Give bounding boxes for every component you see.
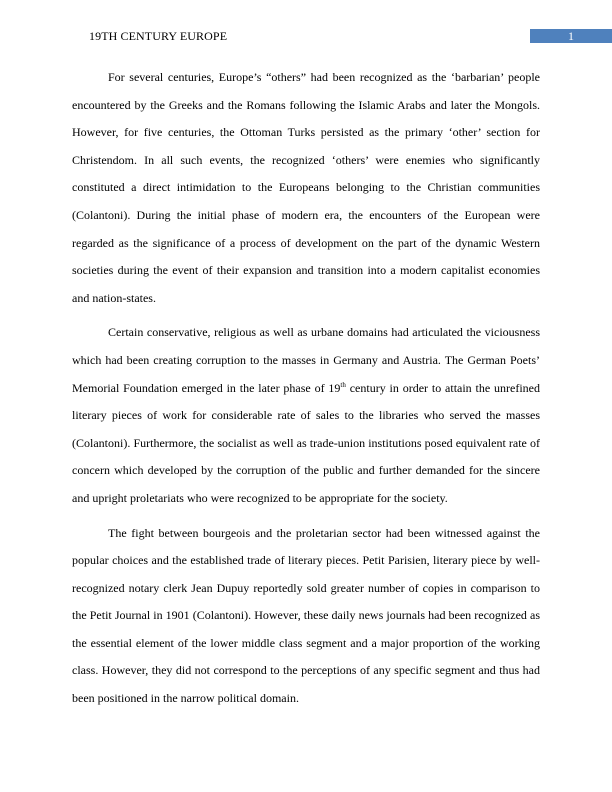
- page-header: [0, 28, 612, 44]
- paragraph-2-text-after: century in order to attain the unrefined literary pieces of work for considerable rate of sales to the libraries who served the masses (Colantoni). Furthermore, the socialist as well as trade-union institutions posed equivalent rate of concern which developed by the corruption of the public and further demanded for the sincere and upright proletariats who were recognized to be appropriate for the society.: [72, 380, 540, 505]
- ordinal-superscript: th: [340, 380, 346, 389]
- page-number: 1: [530, 29, 612, 43]
- paragraph-3: The fight between bourgeois and the proletarian sector had been witnessed against the popular choices and the established trade of literary pieces. Petit Parisien, literary piece by well-recognized notary clerk Jean Dupuy reportedly sold greater number of copies in comparison to the Petit Journal in 1901 (Colantoni). However, these daily news journals had been recognized as the essential element of the lower middle class segment and a major proportion of the working class. However, they did not correspond to the perceptions of any specific segment and thus had been positioned in the narrow political domain.: [72, 525, 540, 706]
- paragraph-2: [72, 319, 540, 512]
- document-body: [72, 64, 540, 720]
- paragraph-1: For several centuries, Europe’s “others” had been recognized as the ‘barbarian’ people encountered by the Greeks and the Romans following the Islamic Arabs and later the Mongols. However, for five centuries, the Ottoman Turks persisted as the primary ‘other’ section for Christendom. In all such events, the recognized ‘others’ were enemies who significantly constituted a direct intimidation to the Europeans belonging to the Christian communities (Colantoni). During the initial phase of modern era, the encounters of the European were regarded as the significance of a process of development on the part of the dynamic Western societies during the event of their expansion and transition into a modern capitalist economies and nation-states.: [72, 70, 540, 305]
- paragraph-2-text-before: Certain conservative, religious as well as urbane domains had articulated the viciousness which had been creating corruption to the masses in Germany and Austria. The German Poets’ Memorial Foundation emerged in the later phase of 19: [72, 325, 540, 395]
- running-head-title: 19TH CENTURY EUROPE: [89, 29, 228, 43]
